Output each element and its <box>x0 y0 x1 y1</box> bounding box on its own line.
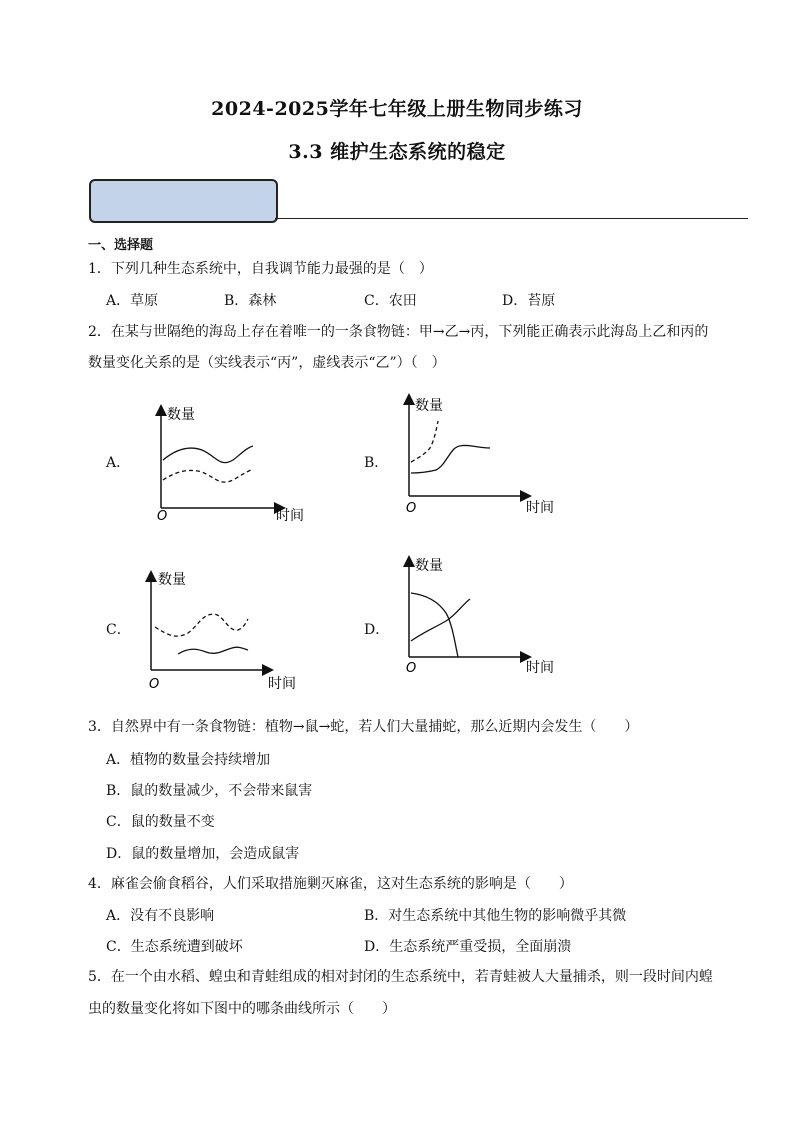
graph-b-x-label: 时间 <box>526 500 554 516</box>
q4-option-b: B．对生态系统中其他生物的影响微乎其微 <box>364 908 627 924</box>
graph-a-dashed-curve <box>163 469 253 482</box>
question-5-stem-line1: 5．在一个由水稻、蝗虫和青蛙组成的相对封闭的生态系统中，若青蛙被人大量捕杀，则一段时间内蝗 <box>88 969 713 985</box>
graph-d-ascending-curve <box>411 599 470 641</box>
graph-b-origin: O <box>406 501 417 516</box>
graph-b-letter: B． <box>364 455 389 471</box>
q4-option-a: A．没有不良影响 <box>106 908 215 924</box>
graph-d-descending-curve <box>411 593 458 657</box>
graph-c <box>140 568 315 698</box>
question-3-stem: 3．自然界中有一条食物链：植物→鼠→蛇，若人们大量捕蛇，那么近期内会发生（ ） <box>88 719 639 735</box>
q1-option-a: A．草原 <box>106 293 159 309</box>
q1-option-c: C．农田 <box>364 293 417 309</box>
question-4-stem: 4．麻雀会偷食稻谷，人们采取措施剿灭麻雀，这对生态系统的影响是（ ） <box>88 876 573 892</box>
graph-d-letter: D． <box>364 622 390 638</box>
q4-option-d: D．生态系统严重受损，全面崩溃 <box>364 939 572 955</box>
page-title: 2024-2025学年七年级上册生物同步练习 <box>211 98 583 120</box>
q3-option-a: A．植物的数量会持续增加 <box>106 752 271 768</box>
graph-a-origin: O <box>157 509 168 524</box>
graph-a <box>150 400 320 530</box>
question-2-stem-line2: 数量变化关系的是（实线表示“丙”，虚线表示“乙”）（ ） <box>88 355 446 371</box>
graph-c-letter: C． <box>106 622 131 638</box>
q3-option-b: B．鼠的数量减少，不会带来鼠害 <box>106 783 313 799</box>
section-heading: 一、选择题 <box>88 238 154 253</box>
graph-d-x-label: 时间 <box>526 660 554 676</box>
graph-d <box>398 553 568 683</box>
graph-a-solid-curve <box>163 446 253 463</box>
q1-option-d: D．苔原 <box>502 293 556 309</box>
graph-a-y-label: 数量 <box>167 407 195 423</box>
graph-c-y-label: 数量 <box>158 572 186 588</box>
graph-b <box>398 393 568 523</box>
graph-d-y-label: 数量 <box>415 558 443 574</box>
graph-a-letter: A． <box>106 455 131 471</box>
graph-a-x-label: 时间 <box>276 508 304 524</box>
graph-c-dashed-curve <box>155 614 248 636</box>
q3-option-c: C．鼠的数量不变 <box>106 814 215 830</box>
graph-d-origin: O <box>406 661 417 676</box>
question-1-stem: 1．下列几种生态系统中，自我调节能力最强的是（ ） <box>88 261 433 277</box>
graph-c-x-label: 时间 <box>268 676 296 692</box>
q1-option-b: B．森林 <box>224 293 277 309</box>
page-subtitle: 3.3 维护生态系统的稳定 <box>288 141 506 163</box>
graph-b-dashed-curve <box>411 421 438 462</box>
question-2-stem-line1: 2．在某与世隔绝的海岛上存在着唯一的一条食物链：甲→乙→丙，下列能正确表示此海岛上乙和丙的 <box>88 324 709 340</box>
question-5-stem-line2: 虫的数量变化将如下图中的哪条曲线所示（ ） <box>88 1001 396 1017</box>
section-badge <box>89 179 278 223</box>
graph-c-origin: O <box>149 677 160 692</box>
graph-c-solid-curve <box>178 647 248 654</box>
header-rule <box>275 218 748 219</box>
graph-b-solid-curve <box>411 445 490 473</box>
q4-option-c: C．生态系统遭到破坏 <box>106 939 243 955</box>
q3-option-d: D．鼠的数量增加，会造成鼠害 <box>106 846 300 862</box>
graph-b-y-label: 数量 <box>415 398 443 414</box>
